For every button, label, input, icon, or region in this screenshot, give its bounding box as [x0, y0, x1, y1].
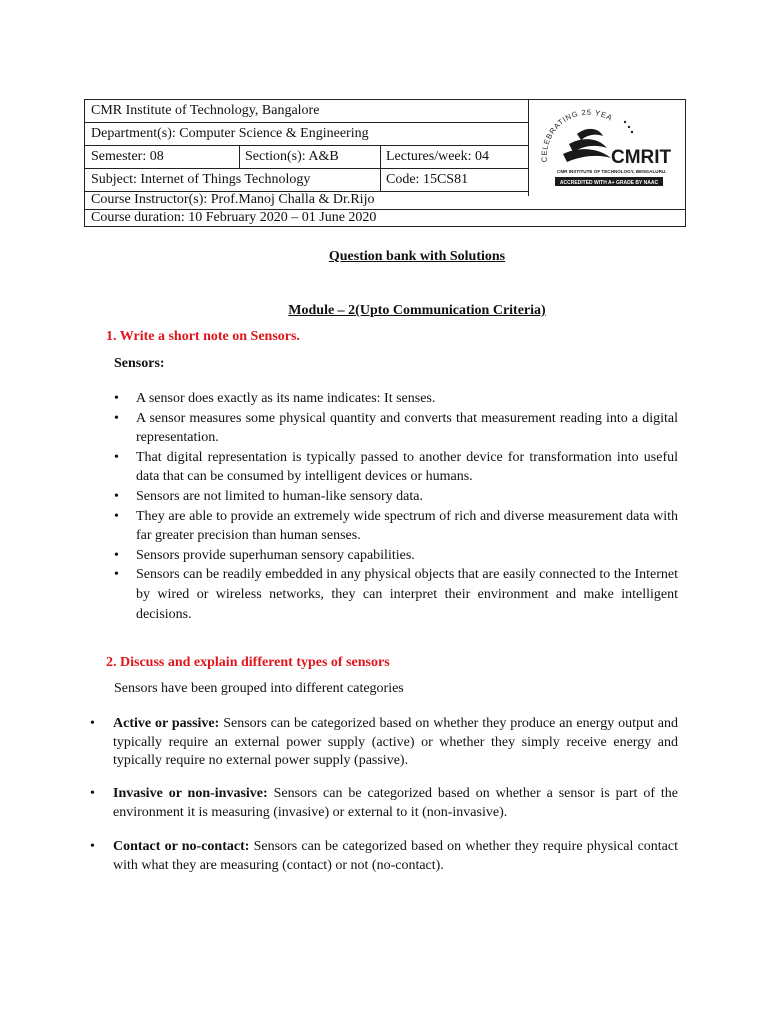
- document-title: Question bank with Solutions: [328, 249, 506, 264]
- bullet-icon: •: [114, 391, 119, 406]
- logo-brand: CMRIT: [611, 147, 672, 168]
- department: Department(s): Computer Science & Engineering: [91, 126, 369, 141]
- course-instructors: Course Instructor(s): Prof.Manoj Challa & Dr.Rijo: [91, 192, 375, 207]
- header-row-department: [85, 123, 528, 146]
- logo-subline: CMR INSTITUTE OF TECHNOLOGY, BENGALURU.: [557, 169, 667, 174]
- list-item: • Sensors are not limited to human-like sensory data.: [114, 487, 678, 507]
- module-title: Module – 2(Upto Communication Criteria): [288, 303, 546, 318]
- sensor-categories-intro: Sensors have been grouped into different categories: [114, 681, 404, 696]
- course-duration: Course duration: 10 February 2020 – 01 June 2020: [91, 210, 377, 225]
- list-item: • A sensor does exactly as its name indicates: It senses.: [114, 389, 678, 409]
- category-term: Invasive or non-invasive:: [113, 786, 268, 801]
- category-term: Active or passive:: [113, 716, 220, 731]
- bullet-icon: •: [114, 449, 119, 465]
- category-term: Contact or no-contact:: [113, 839, 250, 854]
- subject: Subject: Internet of Things Technology: [91, 172, 311, 187]
- list-item: • A sensor measures some physical quantity and converts that measurement reading into a digital representation.: [114, 410, 678, 446]
- sensors-subheading: Sensors:: [114, 356, 165, 371]
- bullet-icon: •: [114, 508, 119, 524]
- list-item: • Contact or no-contact: Sensors can be categorized based on whether they require physical contact with what they are measuring (contact) or not (no-contact).: [90, 839, 678, 873]
- lectures-per-week: Lectures/week: 04: [386, 149, 490, 164]
- bullet-icon: •: [114, 488, 119, 504]
- bullet-icon: •: [90, 786, 95, 801]
- header-row-institute: [85, 100, 528, 123]
- logo-accredited: ACCREDITED WITH A+ GRADE BY NAAC: [559, 179, 659, 186]
- institute-name: CMR Institute of Technology, Bangalore: [91, 103, 320, 118]
- list-item: • Active or passive: Sensors can be categorized based on whether they produce an energy output and typically require an external power supply (active) or whether they simply receive energy and typically require no external power supply (passive).: [90, 716, 678, 768]
- list-item: • That digital representation is typically passed to another device for transformation into useful data that can be consumed by intelligent devices or humans.: [114, 449, 678, 485]
- question-2-heading: 2. Discuss and explain different types of sensors: [106, 655, 390, 670]
- semester: Semester: 08: [91, 149, 164, 164]
- header-row-subject: [85, 169, 528, 192]
- bullet-icon: •: [114, 547, 119, 563]
- cmrit-logo: [529, 100, 685, 190]
- list-item: • Invasive or non-invasive: Sensors can be categorized based on whether a sensor is part of the environment it is measuring (invasive) or external to it (non-invasive).: [90, 786, 678, 820]
- course-code: Code: 15CS81: [386, 172, 469, 187]
- logo-arc-text: CELEBRATING 25 YEA: [539, 107, 615, 163]
- header-row-semester: [85, 146, 528, 169]
- list-item: • They are able to provide an extremely wide spectrum of rich and diverse measurement data with far greater precision than human senses.: [114, 508, 678, 544]
- bullet-icon: •: [114, 567, 119, 583]
- list-item: • Sensors provide superhuman sensory capabilities.: [114, 546, 678, 566]
- list-item: • Sensors can be readily embedded in any physical objects that are easily connected to the Internet by wired or wireless networks, they can interpret their environment and make intelligent decisions.: [114, 567, 678, 622]
- question-1-heading: 1. Write a short note on Sensors.: [106, 329, 300, 344]
- course-header-table: [84, 99, 686, 227]
- bullet-icon: •: [90, 716, 95, 731]
- bullet-icon: •: [114, 410, 119, 426]
- section: Section(s): A&B: [245, 149, 339, 164]
- cmrit-logo-cell: [528, 100, 685, 196]
- bullet-icon: •: [90, 839, 95, 854]
- sensors-bullet-list: [114, 389, 678, 624]
- header-row-duration: [85, 210, 685, 227]
